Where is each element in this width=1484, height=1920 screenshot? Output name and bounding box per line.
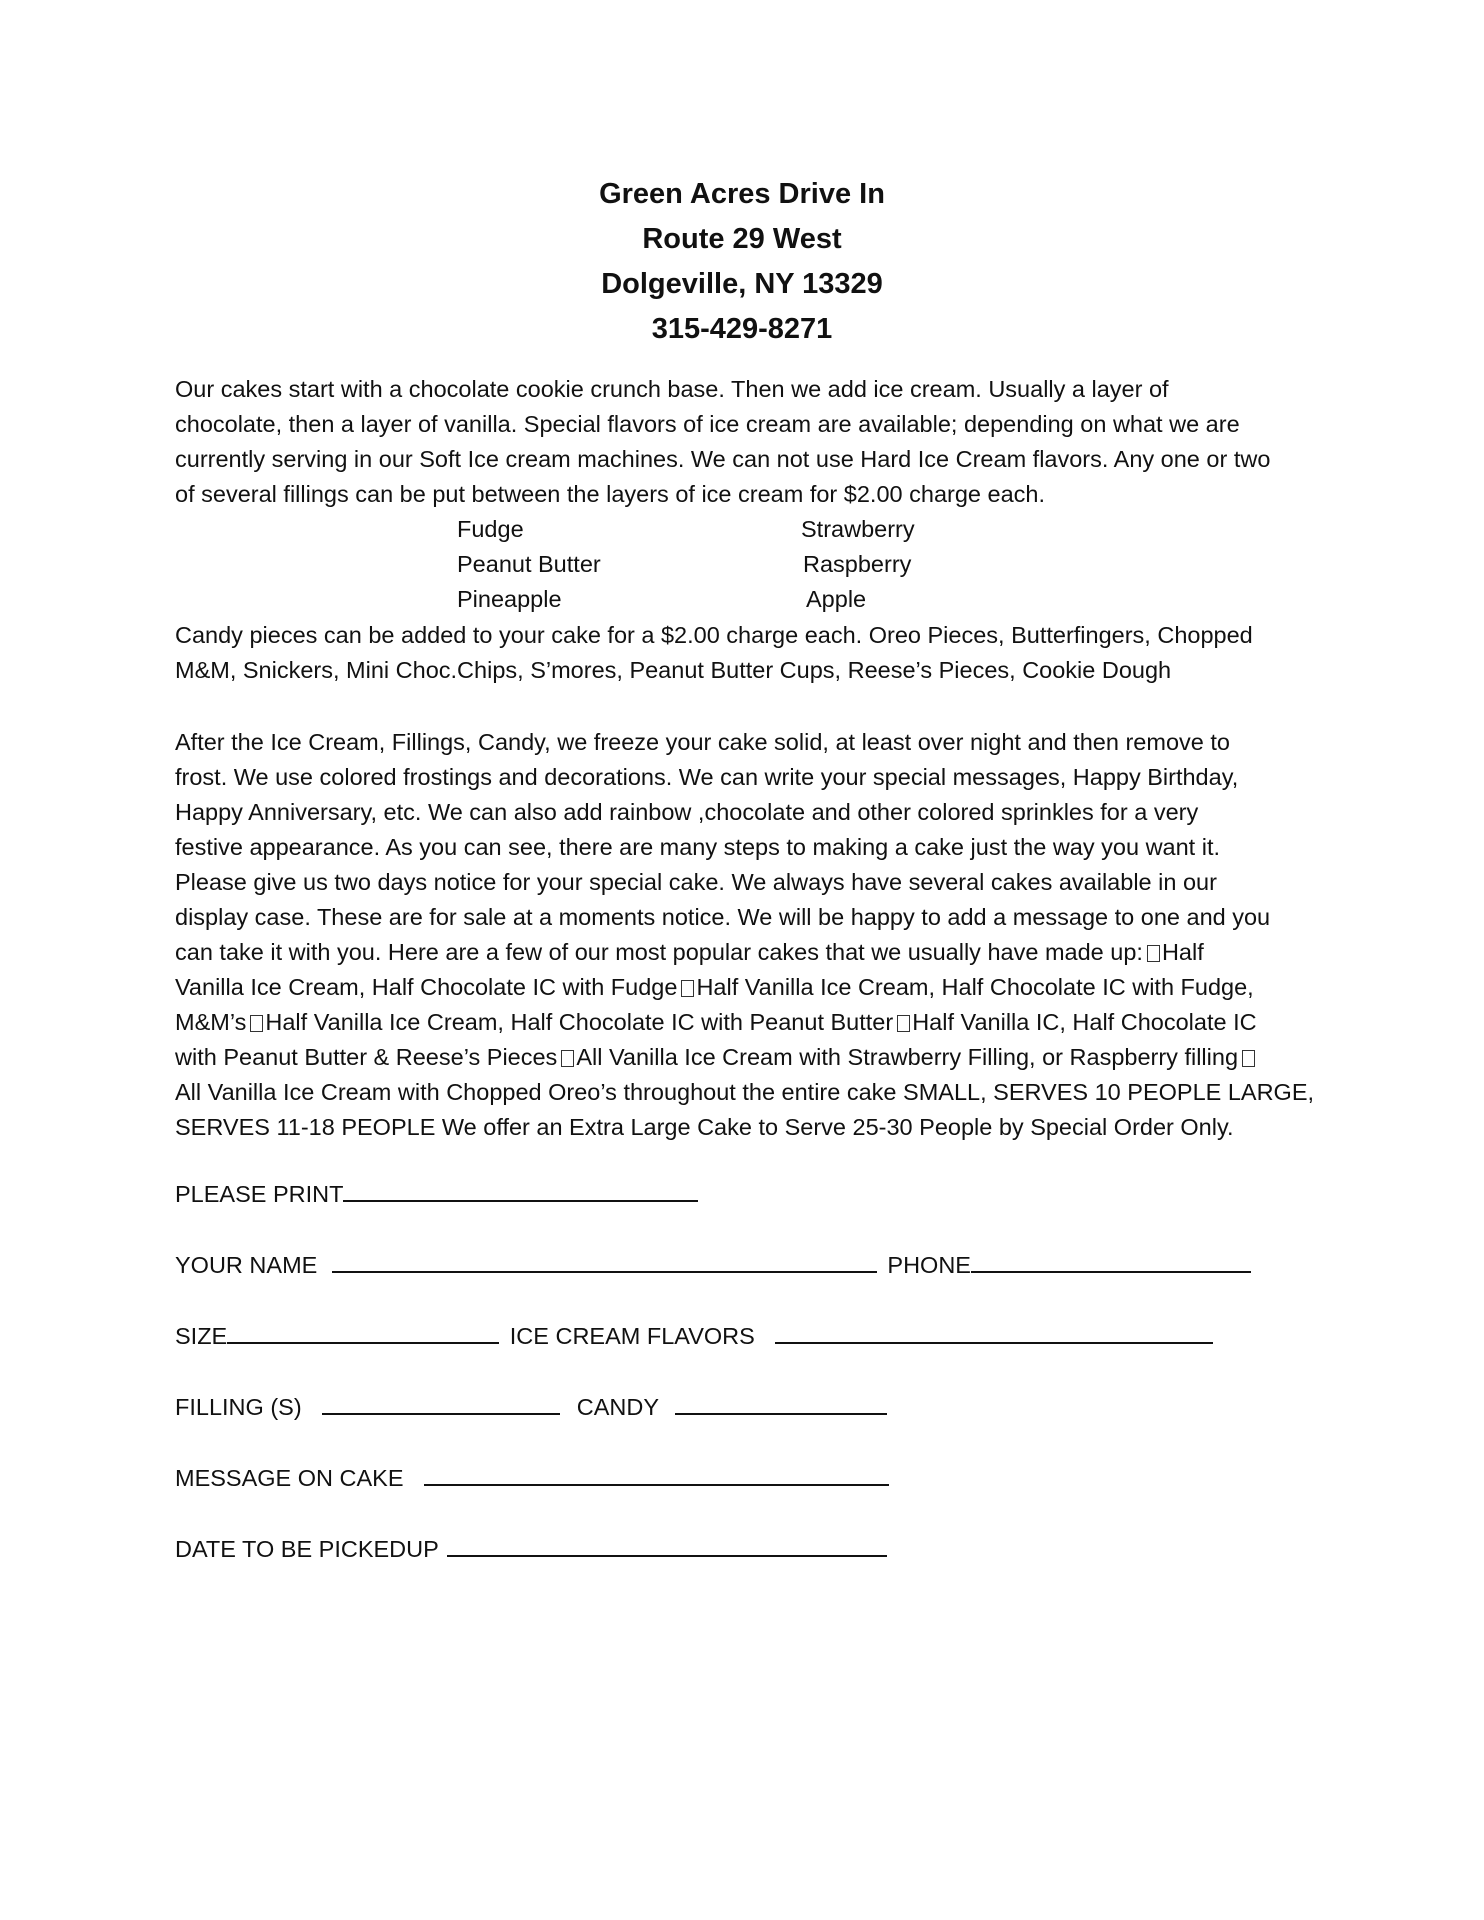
details-text: Half bbox=[1161, 939, 1204, 965]
phone-label: PHONE bbox=[887, 1252, 971, 1278]
size-field[interactable] bbox=[227, 1320, 499, 1344]
store-name: Green Acres Drive In bbox=[599, 178, 885, 210]
missing-glyph-icon bbox=[1147, 945, 1160, 962]
store-phone: 315-429-8271 bbox=[651, 313, 833, 345]
details-line: Happy Anniversary, etc. We can also add rainbow ,chocolate and other colored sprinkles for a very bbox=[175, 799, 1199, 825]
intro-line: chocolate, then a layer of vanilla. Special flavors of ice cream are available; depending on what we are bbox=[175, 411, 1240, 437]
intro-line: currently serving in our Soft Ice cream machines. We can not use Hard Ice Cream flavors. Any one or two bbox=[175, 446, 1271, 472]
candy-label: CANDY bbox=[576, 1394, 659, 1420]
details-text: with Peanut Butter & Reese’s Pieces bbox=[175, 1044, 558, 1070]
fillings-field[interactable] bbox=[322, 1391, 560, 1415]
candy-paragraph bbox=[175, 618, 1325, 688]
filling-item: Pineapple bbox=[457, 586, 562, 612]
details-line: Please give us two days notice for your special cake. We always have several cakes available in our bbox=[175, 869, 1217, 895]
missing-glyph-icon bbox=[250, 1015, 263, 1032]
name-phone-row bbox=[175, 1248, 1251, 1283]
fillings-left-column bbox=[457, 512, 601, 617]
intro-line: of several fillings can be put between the layers of ice cream for $2.00 charge each. bbox=[175, 481, 1045, 507]
filling-item: Peanut Butter bbox=[457, 551, 601, 577]
filling-candy-row bbox=[175, 1390, 887, 1425]
your-name-label: YOUR NAME bbox=[175, 1252, 318, 1278]
filling-item: Strawberry bbox=[801, 516, 915, 542]
fillings-label: FILLING (S) bbox=[175, 1394, 302, 1420]
missing-glyph-icon bbox=[681, 980, 694, 997]
candy-line: M&M, Snickers, Mini Choc.Chips, S’mores, Peanut Butter Cups, Reese’s Pieces, Cookie Dough bbox=[175, 657, 1172, 683]
details-paragraph bbox=[175, 725, 1325, 1145]
details-line: SERVES 11-18 PEOPLE We offer an Extra Large Cake to Serve 25-30 People by Special Order Only. bbox=[175, 1114, 1234, 1140]
phone-field[interactable] bbox=[971, 1249, 1251, 1273]
message-label: MESSAGE ON CAKE bbox=[175, 1465, 404, 1491]
details-line: After the Ice Cream, Fillings, Candy, we freeze your cake solid, at least over night and then remove to bbox=[175, 729, 1230, 755]
your-name-field[interactable] bbox=[332, 1249, 877, 1273]
details-text: Half Vanilla IC, Half Chocolate IC bbox=[912, 1009, 1257, 1035]
intro-paragraph bbox=[175, 372, 1325, 512]
store-city: Dolgeville, NY 13329 bbox=[601, 268, 883, 300]
details-line: festive appearance. As you can see, there are many steps to making a cake just the way you want it. bbox=[175, 834, 1221, 860]
size-flavor-row bbox=[175, 1319, 1213, 1354]
size-label: SIZE bbox=[175, 1323, 228, 1349]
please-print-label: PLEASE PRINT bbox=[175, 1181, 344, 1207]
details-text: Vanilla Ice Cream, Half Chocolate IC with Fudge bbox=[175, 974, 678, 1000]
please-print-field[interactable] bbox=[343, 1178, 698, 1202]
candy-line: Candy pieces can be added to your cake for a $2.00 charge each. Oreo Pieces, Butterfingers, Chopped bbox=[175, 622, 1253, 648]
fillings-right-column bbox=[801, 512, 915, 617]
message-row bbox=[175, 1461, 889, 1496]
store-road: Route 29 West bbox=[642, 223, 842, 255]
pickup-row bbox=[175, 1532, 887, 1567]
details-line bbox=[175, 1040, 1325, 1075]
candy-field[interactable] bbox=[675, 1391, 887, 1415]
message-field[interactable] bbox=[424, 1462, 889, 1486]
details-text: M&M’s bbox=[175, 1009, 247, 1035]
missing-glyph-icon bbox=[897, 1015, 910, 1032]
details-line bbox=[175, 1005, 1325, 1040]
details-text: All Vanilla Ice Cream with Strawberry Filling, or Raspberry filling bbox=[576, 1044, 1239, 1070]
store-header bbox=[0, 172, 1484, 352]
details-line: frost. We use colored frostings and decorations. We can write your special messages, Happy Birthday, bbox=[175, 764, 1239, 790]
pickup-date-field[interactable] bbox=[447, 1533, 887, 1557]
details-line: display case. These are for sale at a moments notice. We will be happy to add a message to one and you bbox=[175, 904, 1271, 930]
details-text: Half Vanilla Ice Cream, Half Chocolate IC with Fudge, bbox=[696, 974, 1254, 1000]
ice-cream-flavors-field[interactable] bbox=[775, 1320, 1213, 1344]
details-text: Half Vanilla Ice Cream, Half Chocolate IC with Peanut Butter bbox=[265, 1009, 894, 1035]
intro-line: Our cakes start with a chocolate cookie crunch base. Then we add ice cream. Usually a layer of bbox=[175, 376, 1169, 402]
filling-item: Raspberry bbox=[803, 551, 912, 577]
filling-item: Fudge bbox=[457, 516, 524, 542]
details-text: can take it with you. Here are a few of our most popular cakes that we usually have made up: bbox=[175, 939, 1143, 965]
details-line bbox=[175, 970, 1325, 1005]
ice-cream-flavors-label: ICE CREAM FLAVORS bbox=[509, 1323, 755, 1349]
details-line: All Vanilla Ice Cream with Chopped Oreo’s throughout the entire cake SMALL, SERVES 10 PEOPLE LARGE, bbox=[175, 1079, 1315, 1105]
please-print-row bbox=[175, 1177, 698, 1212]
filling-item: Apple bbox=[806, 586, 867, 612]
missing-glyph-icon bbox=[1242, 1050, 1255, 1067]
pickup-date-label: DATE TO BE PICKEDUP bbox=[175, 1536, 439, 1562]
missing-glyph-icon bbox=[561, 1050, 574, 1067]
details-line bbox=[175, 935, 1325, 970]
